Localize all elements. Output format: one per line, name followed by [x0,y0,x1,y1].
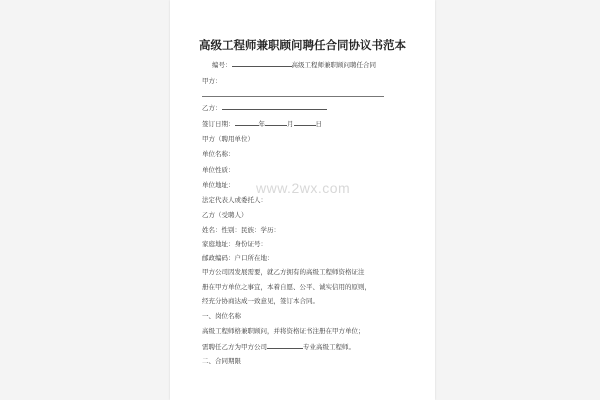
paragraph-line: 甲方公司因发展需要，就乙方拥有的高级工程师资格证注 [202,268,365,276]
paragraph-line: 册在甲方单位之事宜，本着自愿、公平、诚实信用的原则， [202,283,371,291]
day-blank [294,119,316,126]
section-heading: 二、合同期限 [202,357,241,365]
legal-representative: 法定代表人或委托人： [202,196,267,204]
number-label: 编号： [212,61,232,69]
party-a-heading: 甲方（聘用单位） [202,135,254,143]
postal-info: 邮政编码：户口所在地： [202,254,274,262]
document-title: 高级工程师兼职顾问聘任合同协议书范本 [199,38,406,52]
section-heading: 一、岗位名称 [202,312,241,320]
paragraph-line: 经充分协商达成一致意见，签订本合同。 [202,297,319,305]
month-blank [265,119,287,126]
section-text: 专业高级工程师。 [303,343,355,351]
party-a-blank [202,96,384,97]
day-label: 日 [315,120,322,128]
number-value: 高级工程师兼职顾问聘任合同 [291,61,376,69]
unit-name: 单位名称： [202,150,235,158]
year-blank [235,119,259,126]
sign-date-line [202,119,322,128]
party-a-label: 甲方： [202,77,222,85]
party-b-blank [222,103,327,110]
party-b-line [202,103,327,112]
unit-nature: 单位性质： [202,166,235,174]
sign-date-label: 签订日期： [202,120,235,128]
section-line: 高级工程师格兼职顾问，并将资格证书注册在甲方单位； [202,327,365,335]
unit-address: 单位地址： [202,181,235,189]
number-blank [232,60,292,67]
section-line [202,342,355,351]
watermark: www.2wx.com [256,180,351,196]
party-b-heading: 乙方（受聘人） [202,211,248,219]
person-info: 姓名：性别：民族：学历： [202,226,280,234]
year-label: 年 [258,120,265,128]
party-b-label: 乙方： [202,104,222,112]
home-info: 家庭地址：身份证号： [202,240,267,248]
section-text: 需聘任乙方为甲方公司 [202,343,267,351]
specialty-blank [267,342,303,349]
contract-number-line [212,60,376,69]
document-page [170,0,435,400]
month-label: 月 [287,120,294,128]
